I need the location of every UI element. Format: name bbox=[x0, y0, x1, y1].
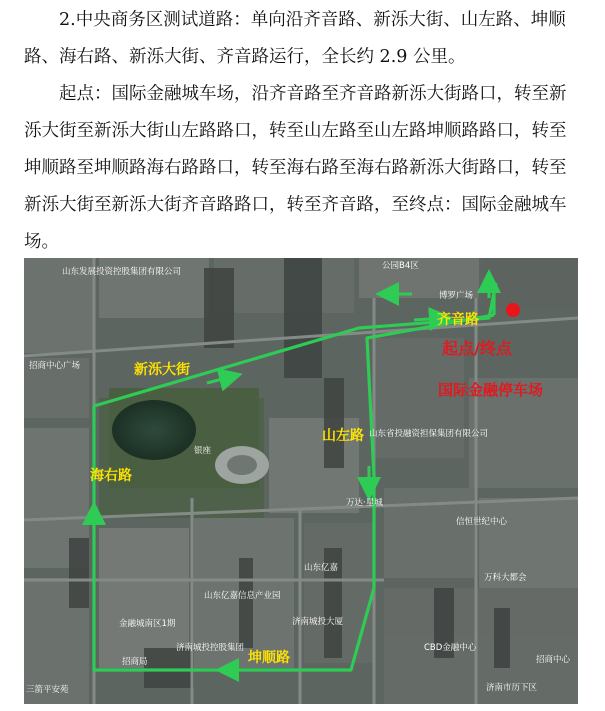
lake bbox=[112, 400, 196, 460]
road-label-shanzuo: 山左路 bbox=[322, 428, 364, 444]
route-map-svg bbox=[24, 258, 578, 704]
stadium bbox=[215, 446, 269, 484]
poi-label: 山东亿嘉 bbox=[304, 563, 339, 573]
poi-label: 公园B4区 bbox=[382, 261, 419, 271]
poi-label: 博罗广场 bbox=[439, 291, 474, 301]
poi-label: 万科大都会 bbox=[484, 573, 527, 583]
poi-label: 招商中心 bbox=[536, 655, 571, 665]
poi-label: 山东省投融资担保集团有限公司 bbox=[369, 429, 489, 439]
paragraph-route-detail: 起点：国际金融城车场，沿齐音路至齐音路新泺大街路口，转至新泺大街至新泺大街山左路路口，转至山左路至山左路坤顺路路口，转至坤顺路至坤顺路海右路路口，转至海右路至海右路新泺大街路口，转至新泺大街至新泺大街齐音路路口，转至齐音路，至终点：国际金融城车场。 bbox=[24, 84, 567, 252]
poi-label: 山东发展投资控股集团有限公司 bbox=[62, 267, 182, 277]
poi-label: CBD金融中心 bbox=[424, 643, 477, 653]
poi-label: 山东亿嘉信息产业园 bbox=[204, 591, 281, 601]
parking-label: 国际金融停车场 bbox=[438, 381, 544, 399]
poi-label: 济南城投控股集团 bbox=[176, 643, 245, 653]
poi-label: 金融城南区1期 bbox=[119, 619, 176, 629]
start-marker bbox=[506, 303, 520, 317]
road-label-kunshun: 坤顺路 bbox=[248, 650, 290, 666]
poi-label: 济南市历下区 bbox=[486, 683, 538, 693]
poi-label: 济南城投大厦 bbox=[292, 617, 344, 627]
start-end-label: 起点/终点 bbox=[442, 339, 512, 358]
poi-label: 三箭平安苑 bbox=[26, 685, 69, 695]
paragraph-route-summary: 2.中央商务区测试道路：单向沿齐音路、新泺大街、山左路、坤顺路、海右路、新泺大街、齐音路运行，全长约 2.9 公里。 bbox=[24, 10, 566, 67]
route-map bbox=[24, 258, 578, 704]
road-label-haiyou: 海右路 bbox=[90, 468, 132, 484]
poi-label: 招商局 bbox=[122, 657, 148, 667]
poi-label: 万达·星城 bbox=[346, 498, 383, 508]
road-label-qiyin: 齐音路 bbox=[437, 312, 479, 328]
poi-label: 招商中心广场 bbox=[29, 361, 81, 371]
poi-label: 银座 bbox=[194, 446, 212, 456]
poi-label: 信恒世纪中心 bbox=[456, 517, 508, 527]
road-label-xinluo: 新泺大街 bbox=[134, 362, 190, 378]
